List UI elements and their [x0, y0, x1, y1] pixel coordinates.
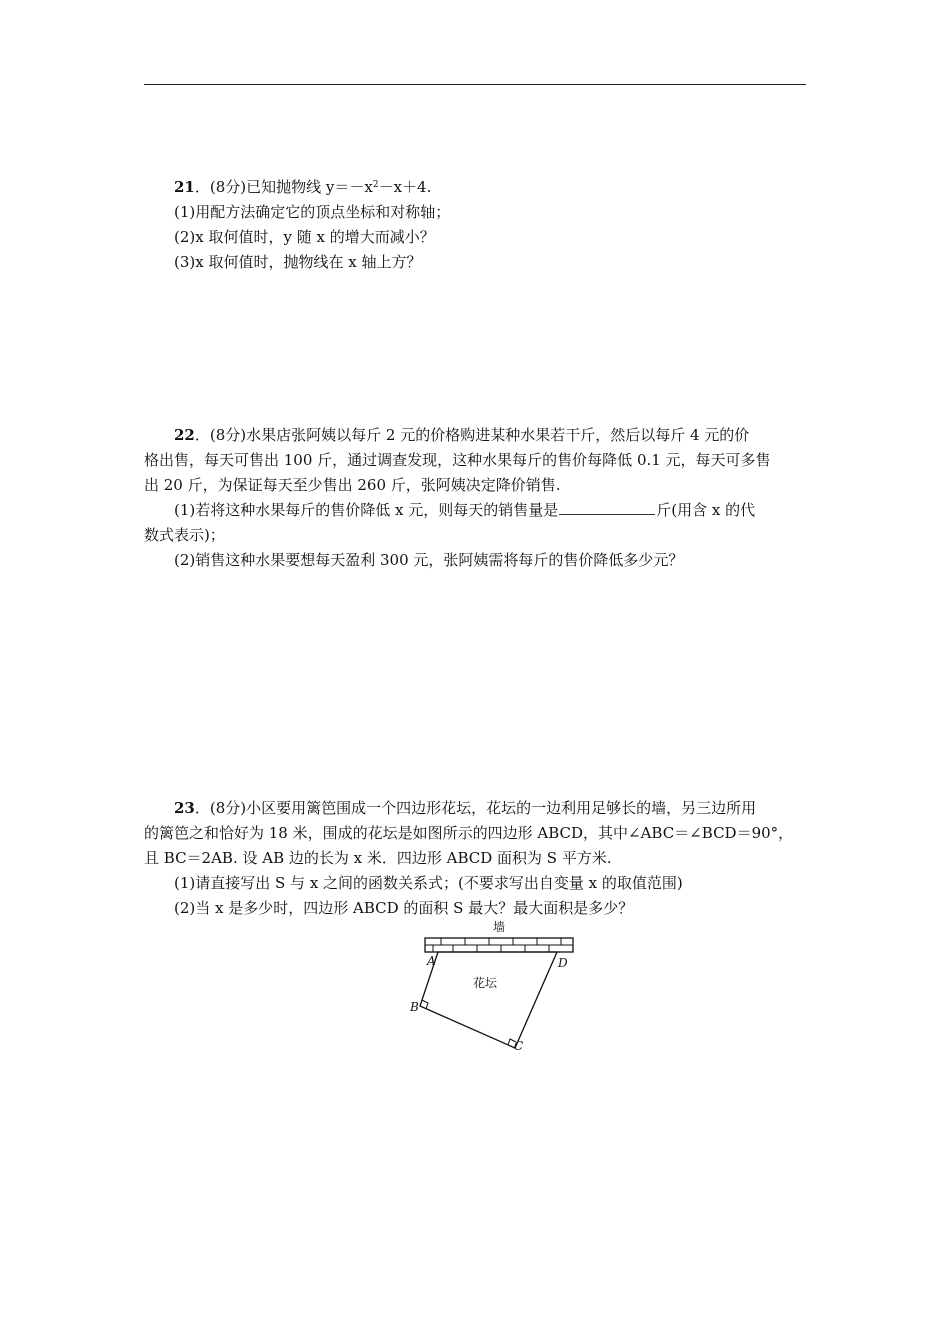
question-23	[144, 796, 808, 921]
wall-label: 墙	[492, 920, 506, 934]
question-23-stem-line-1: 23．(8分)小区要用篱笆围成一个四边形花坛，花坛的一边利用足够长的墙，另三边所用	[174, 799, 757, 817]
question-23-part-1: (1)请直接写出 S 与 x 之间的函数关系式；(不要求写出自变量 x 的取值范围)	[174, 874, 683, 892]
flower-bed-label: 花坛	[472, 976, 498, 990]
quadrilateral-abcd	[420, 952, 557, 1048]
answer-blank[interactable]	[559, 500, 655, 515]
question-21-part-1: (1)用配方法确定它的顶点坐标和对称轴；	[174, 203, 451, 221]
vertex-label-c: C	[514, 1039, 524, 1053]
flower-bed-figure	[405, 914, 585, 1054]
question-number: 23	[174, 799, 195, 817]
header-rule	[144, 84, 806, 85]
question-22-stem-line-1: 22．(8分)水果店张阿姨以每斤 2 元的价格购进某种水果若干斤，然后以每斤 4 元的价	[174, 426, 750, 444]
question-21	[144, 175, 808, 275]
question-22-part-2: (2)销售这种水果要想每天盈利 300 元，张阿姨需将每斤的售价降低多少元？	[174, 551, 684, 569]
vertex-label-b: B	[410, 1000, 419, 1014]
question-22-stem-line-3: 出 20 斤，为保证每天至少售出 260 斤，张阿姨决定降价销售.	[144, 476, 561, 494]
question-22-part-1-cont: 数式表示)；	[144, 526, 225, 544]
question-21-stem: 21．(8分)已知抛物线 $y=-x^2-x+4$.	[174, 178, 432, 196]
question-22-stem-line-2: 格出售，每天可售出 100 斤，通过调查发现，这种水果每斤的售价每降低 0.1 元，每天可多售	[144, 451, 771, 469]
vertex-label-a: A	[427, 954, 436, 968]
question-22	[144, 423, 808, 573]
vertex-label-d: D	[558, 956, 568, 970]
question-23-stem-line-2: 的篱笆之和恰好为 18 米，围成的花坛是如图所示的四边形 ABCD，其中∠ABC＝∠BCD＝90°，	[144, 824, 794, 842]
question-23-part-2: (2)当 x 是多少时，四边形 ABCD 的面积 S 最大？最大面积是多少？	[174, 899, 634, 917]
question-21-part-3: (3)x 取何值时，抛物线在 x 轴上方？	[174, 253, 422, 271]
question-23-stem-line-3: 且 BC＝2AB. 设 AB 边的长为 x 米．四边形 ABCD 面积为 S 平方米.	[144, 849, 612, 867]
question-number: 21	[174, 178, 195, 196]
question-21-part-2: (2)x 取何值时，y 随 x 的增大而减小？	[174, 228, 435, 246]
question-22-part-1: (1)若将这种水果每斤的售价降低 x 元，则每天的销售量是 斤(用含 x 的代	[174, 501, 756, 519]
question-number: 22	[174, 426, 195, 444]
wall	[425, 938, 573, 952]
